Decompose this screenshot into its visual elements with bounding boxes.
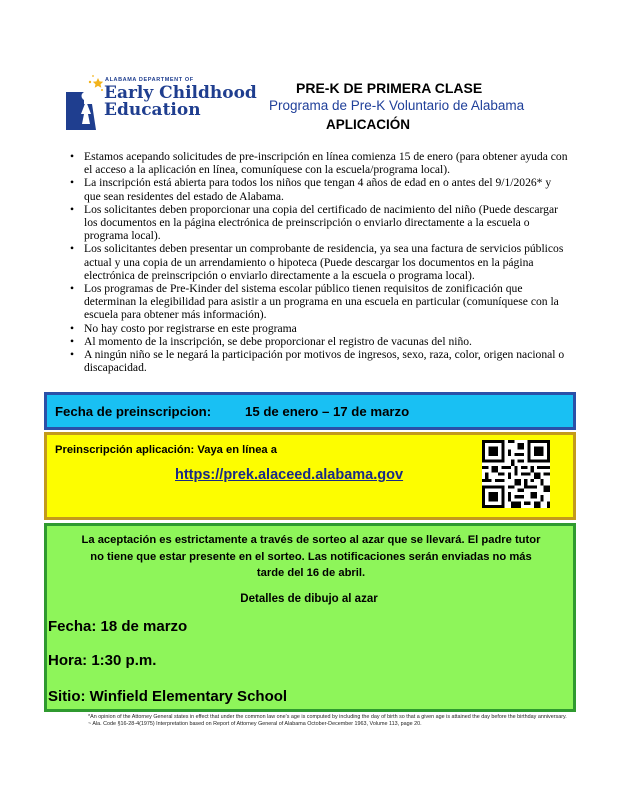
- application-label: Preinscripción aplicación: Vaya en línea a: [55, 444, 277, 456]
- lottery-site: Sitio: Winfield Elementary School: [48, 688, 288, 705]
- list-item: • Los programas de Pre-Kinder del sistema escolar público tienen requisitos de zonificación que determinan la elegibilidad para asistir a un programa en una escuela en particular (comuníquese con la escuela para obtener más información).: [70, 282, 570, 322]
- list-item: • La inscripción está abierta para todos los niños que tengan 4 años de edad en o antes del 9/1/2026* y que sean residentes del estado de Alabama.: [70, 176, 570, 202]
- logo-dept: ALABAMA DEPARTMENT OF: [105, 77, 194, 83]
- application-link[interactable]: https://prek.alaceed.alabama.gov: [175, 467, 404, 483]
- lottery-text: La aceptación es estrictamente a través de sorteo al azar que se llevará. El padre tutor no tiene que estar presente en el sorteo. Las notificaciones serán enviadas no más tarde del 16 de abril.: [81, 534, 541, 579]
- list-item: • Al momento de la inscripción, se debe proporcionar el registro de vacunas del niño.: [70, 335, 570, 348]
- qr-code-icon[interactable]: [482, 440, 550, 508]
- info-list: [70, 150, 570, 374]
- lottery-details-heading: Detalles de dibujo al azar: [240, 593, 378, 605]
- list-item: • Estamos acepando solicitudes de pre-inscripción en línea comienza 15 de enero (para obtener ayuda con el acceso a la aplicación en línea, comuníquese con la escuela/programa local).: [70, 150, 570, 176]
- logo-line1: Early Childhood: [104, 83, 257, 103]
- logo-name: [104, 85, 257, 119]
- lottery-date: Fecha: 18 de marzo: [48, 618, 188, 635]
- child-star-logo-icon: [62, 74, 106, 130]
- logo-line2: Education: [104, 100, 201, 120]
- lottery-time: Hora: 1:30 p.m.: [48, 652, 157, 669]
- page-title: PRE-K DE PRIMERA CLASE: [296, 80, 483, 96]
- page-heading: APLICACIÓN: [326, 117, 410, 132]
- list-item: • No hay costo por registrarse en este programa: [70, 322, 570, 335]
- registration-label: Fecha de preinscripcion:: [55, 404, 212, 419]
- list-item: • Los solicitantes deben presentar un comprobante de residencia, ya sea una factura de servicios públicos actual y una copia de un arrendamiento o hipoteca (Puede descargar los documentos en la página electrónica de preinscripción o enviarlo directamente a la escuela o programa local).: [70, 242, 570, 282]
- ece-logo: [62, 74, 257, 130]
- footnote: *An opinion of the Attorney General states in effect that under the common law one's age is computed by including the day of birth so that a given age is attained the day before the birthday anniversary. ~ Ala. Code §16-28-4(1975) Interpretation based on Report of Attorney General of Alabama October-December 1963, Volume 113, page 20.: [88, 714, 567, 727]
- page-subtitle: Programa de Pre-K Voluntario de Alabama: [269, 98, 525, 113]
- registration-dates: 15 de enero – 17 de marzo: [245, 404, 410, 419]
- list-item: • Los solicitantes deben proporcionar una copia del certificado de nacimiento del niño (Puede descargar los documentos en la página electrónica de preinscripción o enviarlo directamente a la escuela o programa local).: [70, 203, 570, 243]
- list-item: • A ningún niño se le negará la participación por motivos de ingresos, sexo, raza, color, origen nacional o discapacidad.: [70, 348, 570, 374]
